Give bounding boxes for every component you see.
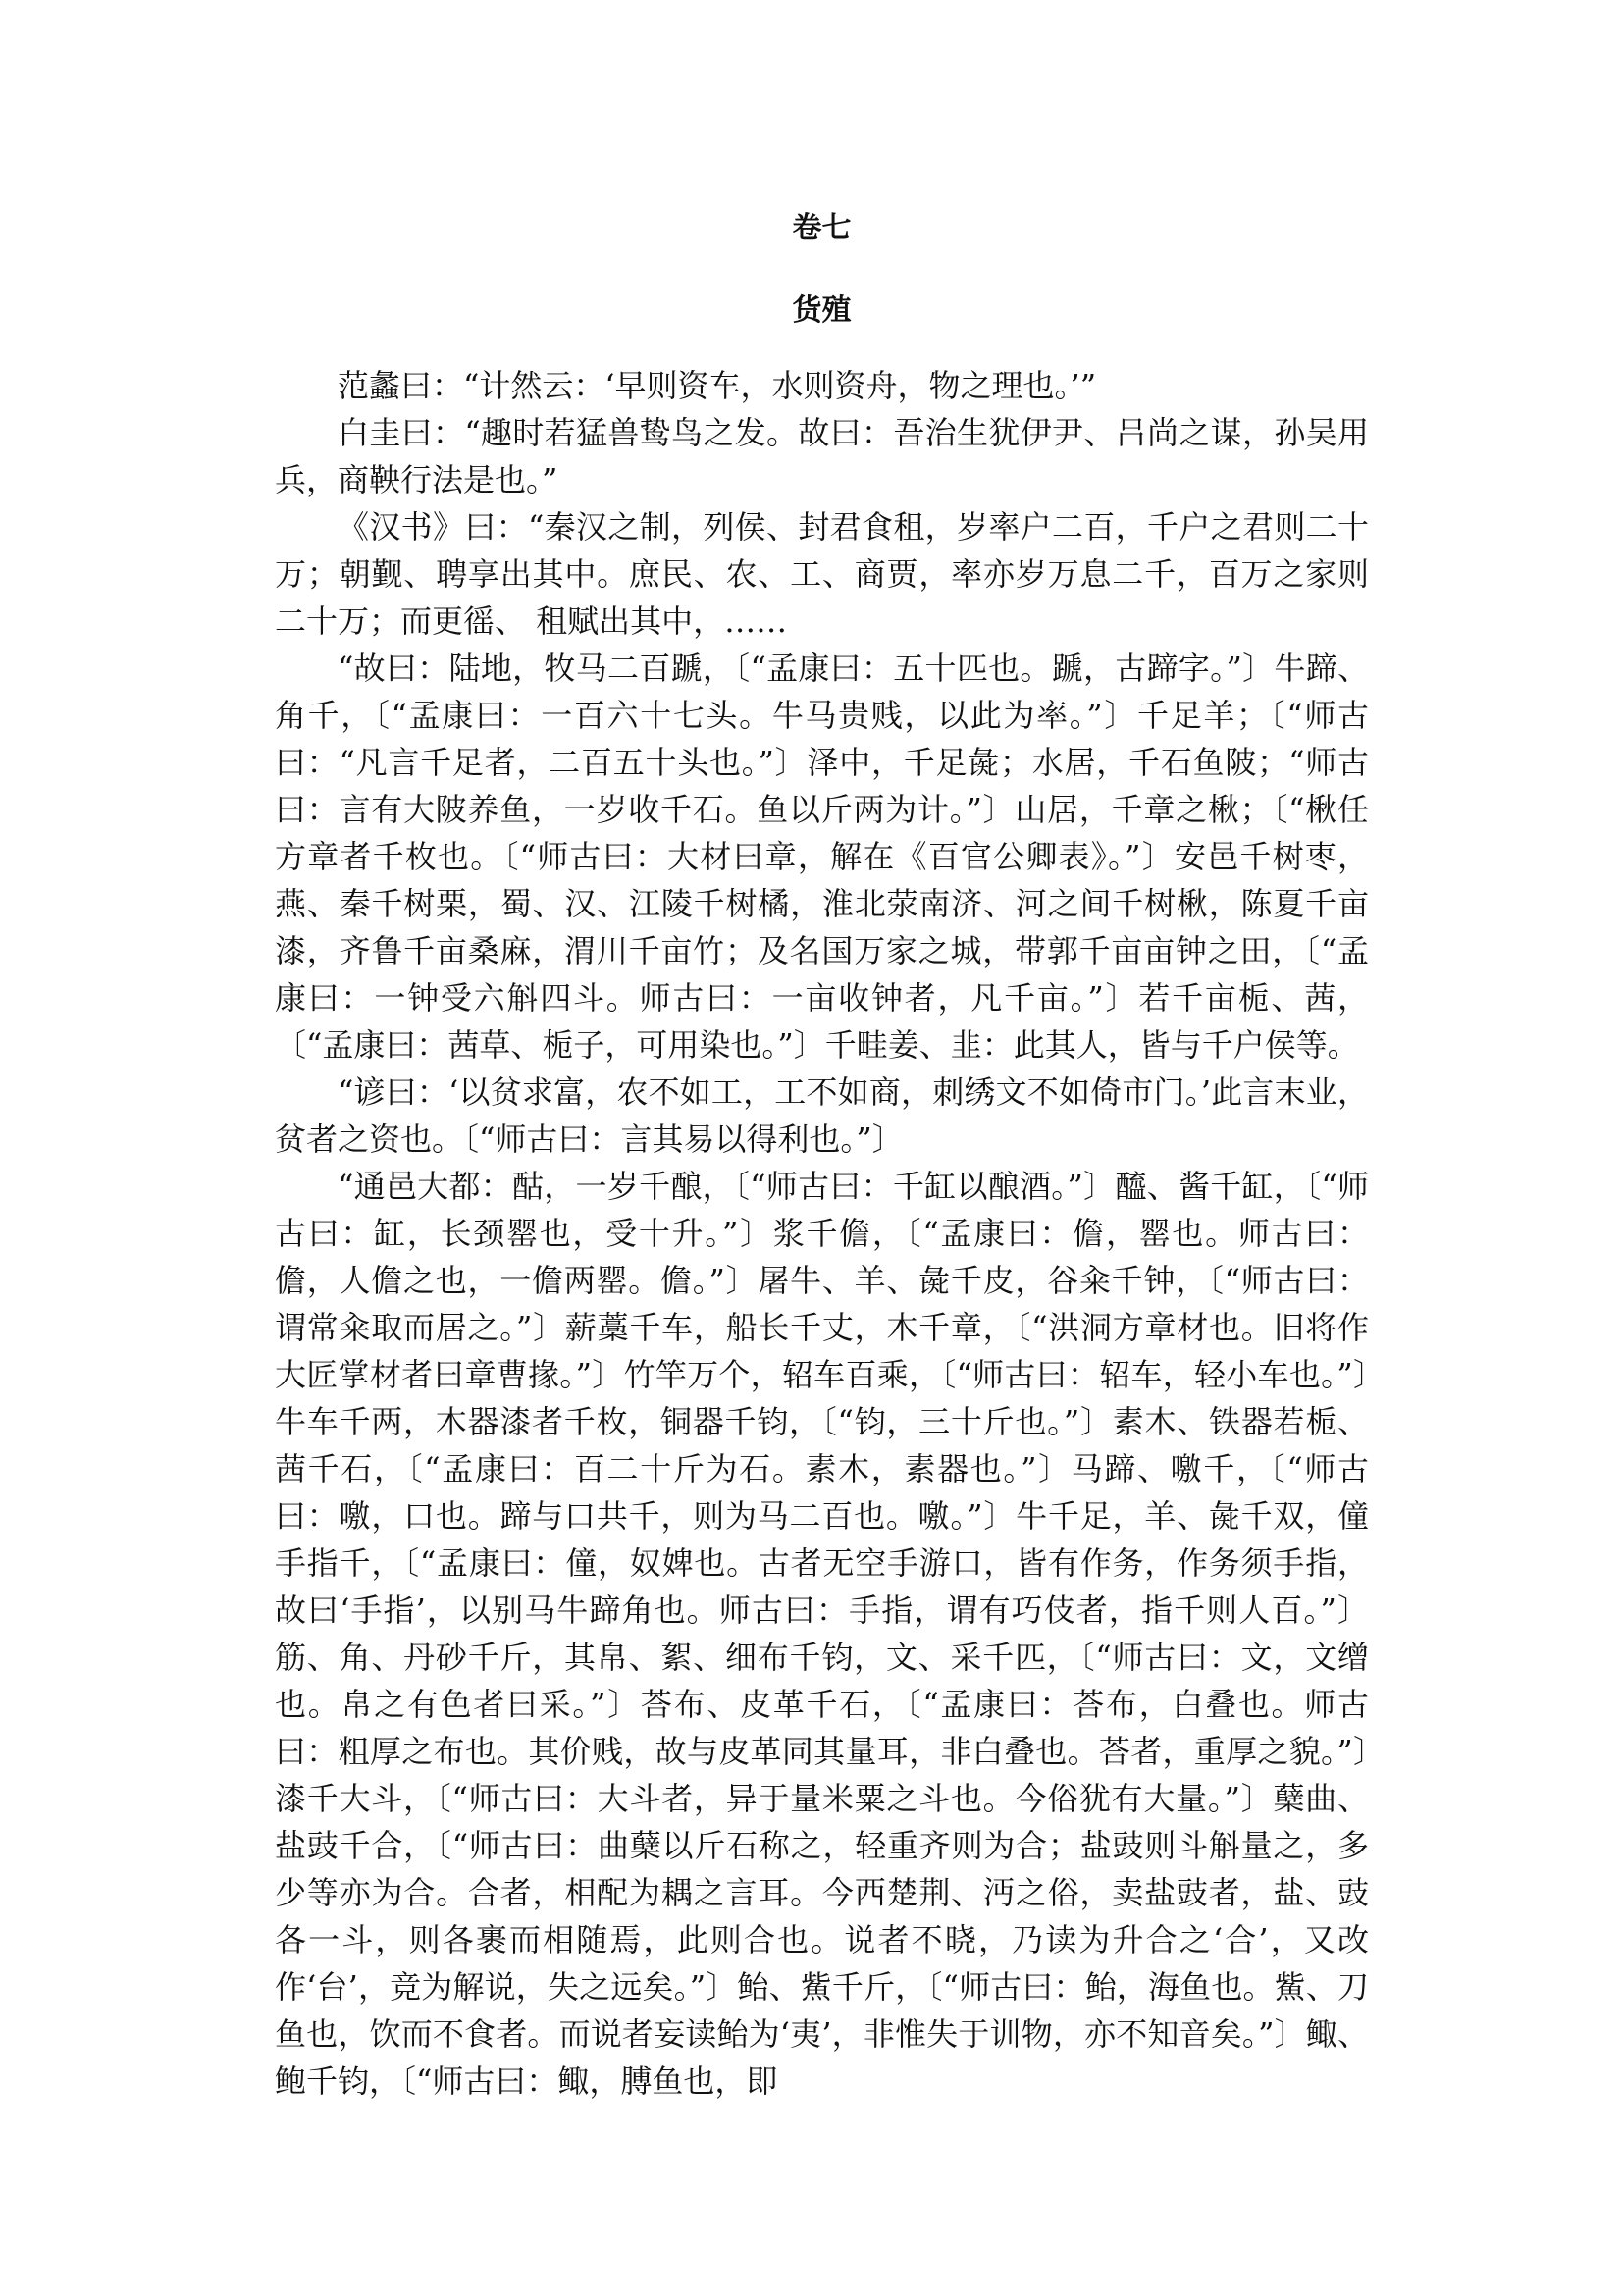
document-page — [275, 191, 1369, 2105]
paragraph-tong-yi-da-du: “通邑大都：酤，一岁千酿，〔“师古曰：千缸以酿酒。”〕醯、酱千缸，〔“师古曰：缸，长颈罂也，受十升。”〕浆千儋，〔“孟康曰：儋，罂也。师古曰：儋，人儋之也，一儋两罂。儋。”〕屠牛、羊、彘千皮，谷籴千钟，〔“师古曰：谓常籴取而居之。”〕薪藁千车，船长千丈，木千章，〔“洪洞方章材也。旧将作大匠掌材者曰章曹掾。”〕竹竿万个，轺车百乘，〔“师古曰：轺车，轻小车也。”〕牛车千两，木器漆者千枚，铜器千钧，〔“钧，三十斤也。”〕素木、铁器若栀、茜千石，〔“孟康曰：百二十斤为石。素木，素器也。”〕马蹄、噭千，〔“师古曰：噭，口也。蹄与口共千，则为马二百也。噭。”〕牛千足，羊、彘千双，僮手指千，〔“孟康曰：僮，奴婢也。古者无空手游口，皆有作务，作务须手指，故曰‘手指’，以别马牛蹄角也。师古曰：手指，谓有巧伎者，指千则人百。”〕筋、角、丹砂千斤，其帛、絮、细布千钧，文、采千匹，〔“师古曰：文，文缯也。帛之有色者曰采。”〕荅布、皮革千石，〔“孟康曰：荅布，白叠也。师古曰：粗厚之布也。其价贱，故与皮革同其量耳，非白叠也。荅者，重厚之貌。”〕漆千大斗，〔“师古曰：大斗者，异于量米粟之斗也。今俗犹有大量。”〕蘖曲、盐豉千合，〔“师古曰：曲蘖以斤石称之，轻重齐则为合；盐豉则斗斛量之，多少等亦为合。合者，相配为耦之言耳。今西楚荆、沔之俗，卖盐豉者，盐、豉各一斗，则各裹而相随焉，此则合也。说者不晓，乃读为升合之‘合’，又改作‘台’，竞为解说，失之远矣。”〕鲐、鮆千斤，〔“师古曰：鲐，海鱼也。鮆、刀鱼也，饮而不食者。而说者妄读鲐为‘夷’，非惟失于训物，亦不知音矣。”〕鲰、鲍千钧，〔“师古曰：鲰，膊鱼也，即 — [275, 1168, 1369, 2100]
section-title: 货殖 — [792, 293, 852, 328]
paragraph-fan-li: 范蠡曰：“计然云：‘早则资车，水则资舟，物之理也。’” — [338, 367, 1097, 404]
paragraph-han-shu: 《汉书》曰：“秦汉之制，列侯、封君食租，岁率户二百，千户之君则二十万；朝觐、聘享出其中。庶民、农、工、商贾，率亦岁万息二千，百万之家则二十万；而更徭、 租赋出其中，…… — [275, 508, 1369, 640]
paragraph-yan-yue: “谚曰：‘以贫求富，农不如工，工不如商，刺绣文不如倚市门。’此言末业，贫者之资也。〔“师古曰：言其易以得利也。”〕 — [275, 1073, 1369, 1158]
paragraph-bai-gui: 白圭曰：“趣时若猛兽鸷鸟之发。故曰：吾治生犹伊尹、吕尚之谋，孙吴用兵，商鞅行法是也。” — [275, 414, 1369, 498]
volume-title: 卷七 — [792, 211, 852, 245]
paragraph-lu-di: “故曰：陆地，牧马二百蹏，〔“孟康曰：五十匹也。蹏，古蹄字。”〕牛蹄、角千，〔“孟康曰：一百六十七头。牛马贵贱，以此为率。”〕千足羊；〔“师古曰：“凡言千足者，二百五十头也。”〕泽中，千足彘；水居，千石鱼陂；“师古曰：言有大陂养鱼，一岁收千石。鱼以斤两为计。”〕山居，千章之楸；〔“楸任方章者千枚也。〔“师古曰：大材曰章，解在《百官公卿表》。”〕安邑千树枣，燕、秦千树栗，蜀、汉、江陵千树橘，淮北荥南济、河之间千树楸，陈夏千亩漆，齐鲁千亩桑麻，渭川千亩竹；及名国万家之城，带郭千亩亩钟之田，〔“孟康曰：一钟受六斛四斗。师古曰：一亩收钟者，凡千亩。”〕若千亩栀、茜，〔“孟康曰：茜草、栀子，可用染也。”〕千畦姜、韭：此其人，皆与千户侯等。 — [275, 650, 1369, 1064]
